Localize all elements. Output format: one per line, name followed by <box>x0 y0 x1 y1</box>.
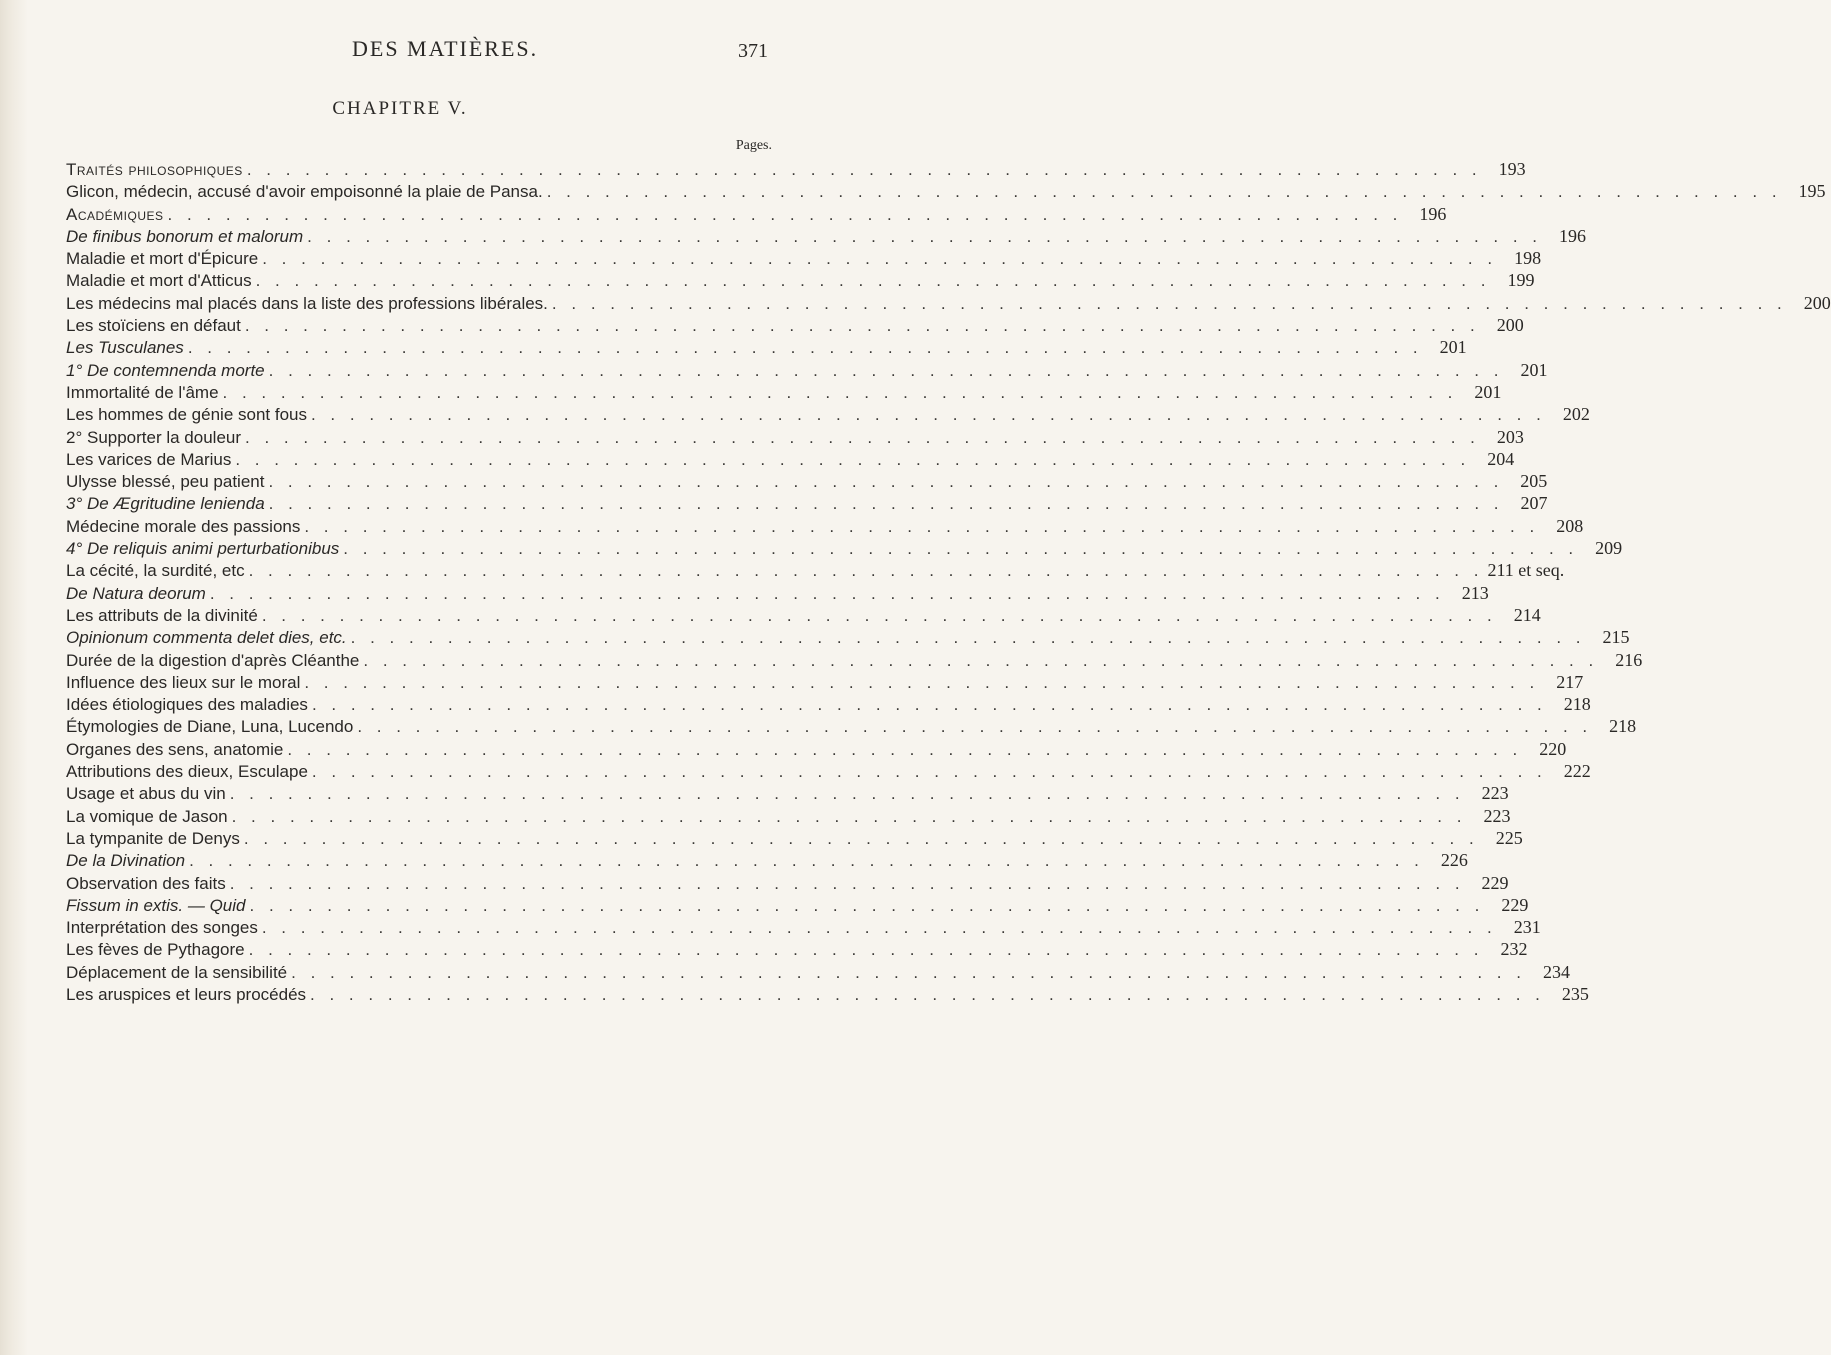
dot-leader: . . . . . . . . . . . . . . . . . . . . . . . . . . . . . . . . . . . . . . . . . . . . . . . . . . . . . . . . . . . . . . . . <box>243 828 1479 848</box>
toc-entry-page: 216 <box>1615 649 1643 670</box>
toc-entry-title: 4° De reliquis animi perturbationibus <box>66 539 340 559</box>
dot-leader: . . . . . . . . . . . . . . . . . . . . . . . . . . . . . . . . . . . . . . . . . . . . . . . . . . . . . . . . . . . . . . . . <box>363 650 1599 670</box>
toc-entry-title: 2° Supporter la douleur <box>66 427 242 447</box>
dot-leader: . . . . . . . . . . . . . . . . . . . . . . . . . . . . . . . . . . . . . . . . . . . . . . . . . . . . . . . . . . . . . . . . <box>268 494 1504 514</box>
dot-leader: . . . . . . . . . . . . . . . . . . . . . . . . . . . . . . . . . . . . . . . . . . . . . . . . . . . . . . . . . . . . . . . . <box>231 806 1467 826</box>
dot-leader: . . . . . . . . . . . . . . . . . . . . . . . . . . . . . . . . . . . . . . . . . . . . . . . . . . . . . . . . . . . . . . . . <box>187 338 1423 358</box>
dot-leader: . . . . . . . . . . . . . . . . . . . . . . . . . . . . . . . . . . . . . . . . . . . . . . . . . . . . . . . . . . . . . . . . <box>249 895 1485 915</box>
dot-leader: . . . . . . . . . . . . . . . . . . . . . . . . . . . . . . . . . . . . . . . . . . . . . . . . . . . . . . . . . . . . . . . . <box>310 984 1545 1004</box>
dot-leader: . . . . . . . . . . . . . . . . . . . . . . . . . . . . . . . . . . . . . . . . . . . . . . . . . . . . . . . . . . . . . . . . <box>287 739 1523 759</box>
toc-entry-title: Médecine morale des passions <box>66 516 301 536</box>
toc-entry <box>66 649 1643 671</box>
toc-entry-page: 196 <box>1559 225 1587 246</box>
toc-entry-page: 198 <box>1514 248 1542 269</box>
toc-entry <box>66 336 1467 358</box>
toc-entry-title: De Natura deorum <box>66 583 206 603</box>
dot-leader: . . . . . . . . . . . . . . . . . . . . . . . . . . . . . . . . . . . . . . . . . . . . . . . . . . . . . . . . . . . . . . . . <box>229 784 1465 804</box>
toc-entry <box>66 225 1587 247</box>
toc-entry-page: 201 <box>1439 337 1467 358</box>
toc-entry-title: Les médecins mal placés dans la liste des professions libérales. <box>66 293 548 313</box>
toc-entry <box>66 738 1567 760</box>
dot-leader: . . . . . . . . . . . . . . . . . . . . . . . . . . . . . . . . . . . . . . . . . . . . . . . . . . . . . . . . . . . . . . . . <box>261 918 1497 938</box>
toc-entry-title: Usage et abus du vin <box>66 784 226 804</box>
toc-entry-page: 202 <box>1562 404 1590 425</box>
toc-entry <box>66 916 1541 938</box>
dot-leader: . . . . . . . . . . . . . . . . . . . . . . . . . . . . . . . . . . . . . . . . . . . . . . . . . . . . . . . . . . . . . . . . <box>304 516 1540 536</box>
toc-entry-title: Les aruspices et leurs procédés <box>66 984 307 1004</box>
toc-entry <box>66 849 1468 871</box>
dot-leader: . . . . . . . . . . . . . . . . . . . . . . . . . . . . . . . . . . . . . . . . . . . . . . . . . . . . . . . . . . . . . . . . <box>310 405 1546 425</box>
running-head <box>0 36 800 66</box>
toc-entry-title: Observation des faits <box>66 873 226 893</box>
toc-entry-title: 1° De contemnenda morte <box>66 360 265 380</box>
toc-entry-title: 3° De Ægritudine lenienda <box>66 494 265 514</box>
toc-entry <box>66 715 1637 737</box>
toc-entry-page: 213 <box>1461 582 1489 603</box>
dot-leader: . . . . . . . . . . . . . . . . . . . . . . . . . . . . . . . . . . . . . . . . . . . . . . . . . . . . . . . . . . . . . . . . <box>546 182 1782 202</box>
toc-entry-title: Organes des sens, anatomie <box>66 739 284 759</box>
toc-entry <box>66 626 1630 648</box>
dot-leader: . . . . . . . . . . . . . . . . . . . . . . . . . . . . . . . . . . . . . . . . . . . . . . . . . . . . . . . . . . . . . . . . <box>244 316 1480 336</box>
toc-entry <box>66 492 1548 514</box>
toc-entry-title: Maladie et mort d'Atticus <box>66 271 252 291</box>
toc-entry-title: Attributions des dieux, Esculape <box>66 762 308 782</box>
toc-entry-page: 226 <box>1440 850 1468 871</box>
dot-leader: . . . . . . . . . . . . . . . . . . . . . . . . . . . . . . . . . . . . . . . . . . . . . . . . . . . . . . . . . . . . . . . . <box>261 605 1497 625</box>
toc-entry-title: Fissum in extis. — Quid <box>66 895 246 915</box>
dot-leader: . . . . . . . . . . . . . . . . . . . . . . . . . . . . . . . . . . . . . . . . . . . . . . . . . . . . . . . . . . . . . . . . <box>167 204 1403 224</box>
toc-entry-page: 229 <box>1481 872 1509 893</box>
dot-leader: . . . . . . . . . . . . . . . . . . . . . . . . . . . . . . . . . . . . . . . . . . . . . . . . . . . . . . . . . . . . . . . . <box>229 873 1465 893</box>
dot-leader: . . . . . . . . . . . . . . . . . . . . . . . . . . . . . . . . . . . . . . . . . . . . . . . . . . . . . . . . . . . . . . . . <box>343 539 1579 559</box>
dot-leader: . . . . . . . . . . . . . . . . . . . . . . . . . . . . . . . . . . . . . . . . . . . . . . . . . . . . . . . . . . . . . . . . <box>209 583 1445 603</box>
toc-entry <box>66 269 1535 291</box>
toc-entry-title: Idées étiologiques des maladies <box>66 695 308 715</box>
dot-leader: . . . . . . . . . . . . . . . . . . . . . . . . . . . . . . . . . . . . . . . . . . . . . . . . . . . . . . . . . . . . . . . . <box>304 672 1540 692</box>
toc-entry-title: La cécité, la surdité, etc <box>66 561 245 581</box>
toc-entry-page: 234 <box>1542 961 1570 982</box>
dot-leader: . . . . . . . . . . . . . . . . . . . . . . . . . . . . . . . . . . . . . . . . . . . . . . . . . . . . . . . . . . . . . . . . <box>551 293 1787 313</box>
toc-entry <box>66 983 1589 1005</box>
toc-entry-title: Les fèves de Pythagore <box>66 940 245 960</box>
toc-entry <box>66 292 1831 314</box>
toc-entry <box>66 782 1509 804</box>
toc-entry-title: Les Tusculanes <box>66 338 184 358</box>
pages-column-label: Pages. <box>735 138 772 153</box>
dot-leader: . . . . . . . . . . . . . . . . . . . . . . . . . . . . . . . . . . . . . . . . . . . . . . . . . . . . . . . . . . . . . . . . <box>307 226 1543 246</box>
table-of-contents <box>66 158 1831 1005</box>
toc-entry-title: Ulysse blessé, peu patient <box>66 472 265 492</box>
toc-entry-page: 203 <box>1496 426 1524 447</box>
dot-leader: . . . . . . . . . . . . . . . . . . . . . . . . . . . . . . . . . . . . . . . . . . . . . . . . . . . . . . . . . . . . . . . . <box>268 360 1504 380</box>
toc-entry <box>66 760 1591 782</box>
toc-entry-page: 215 <box>1602 627 1630 648</box>
toc-entry <box>66 604 1541 626</box>
toc-entry-page: 235 <box>1561 983 1589 1004</box>
dot-leader: . . . . . . . . . . . . . . . . . . . . . . . . . . . . . . . . . . . . . . . . . . . . . . . . . . . . . . . . . . . . . . . . <box>246 160 1482 179</box>
toc-entry <box>66 180 1826 202</box>
toc-entry-title: Traités philosophiques <box>66 160 243 179</box>
toc-entry <box>66 872 1509 894</box>
page-number: 371 <box>738 40 768 62</box>
toc-entry-page: 201 <box>1474 381 1502 402</box>
dot-leader: . . . . . . . . . . . . . . . . . . . . . . . . . . . . . . . . . . . . . . . . . . . . . . . . . . . . . . . . . . . . . . . . <box>268 472 1504 492</box>
dot-leader: . . . . . . . . . . . . . . . . . . . . . . . . . . . . . . . . . . . . . . . . . . . . . . . . . . . . . . . . . . . . . . . . <box>245 427 1480 447</box>
dot-leader: . . . . . . . . . . . . . . . . . . . . . . . . . . . . . . . . . . . . . . . . . . . . . . . . . . . . . . . . . . . . . . . . <box>248 940 1484 960</box>
toc-entry-page: 214 <box>1513 604 1541 625</box>
toc-entry <box>66 894 1529 916</box>
toc-entry-page: 229 <box>1501 894 1529 915</box>
toc-entry-page: 209 <box>1595 538 1623 559</box>
dot-leader: . . . . . . . . . . . . . . . . . . . . . . . . . . . . . . . . . . . . . . . . . . . . . . . . . . . . . . . . . . . . . . . . <box>222 382 1458 402</box>
dot-leader: . . . . . . . . . . . . . . . . . . . . . . . . . . . . . . . . . . . . . . . . . . . . . . . . . . . . . . . . . . . . . . . . <box>235 449 1471 469</box>
toc-entry <box>66 247 1542 269</box>
toc-entry-page: 200 <box>1496 315 1524 336</box>
toc-entry <box>66 582 1489 604</box>
dot-leader: . . . . . . . . . . . . . . . . . . . . . . . . . . . . . . . . . . . . . . . . . . . . . . . . . . . . . . . . . . . . . . . . <box>248 561 1484 581</box>
chapter-title: CHAPITRE V. <box>332 98 468 119</box>
toc-entry <box>66 403 1590 425</box>
toc-entry <box>66 938 1528 960</box>
toc-entry-page: 195 <box>1798 181 1826 202</box>
toc-entry-title: Influence des lieux sur le moral <box>66 672 301 692</box>
toc-entry-page: 211 et seq. <box>1487 560 1565 581</box>
dot-leader: . . . . . . . . . . . . . . . . . . . . . . . . . . . . . . . . . . . . . . . . . . . . . . . . . . . . . . . . . . . . . . . . <box>255 271 1491 291</box>
dot-leader: . . . . . . . . . . . . . . . . . . . . . . . . . . . . . . . . . . . . . . . . . . . . . . . . . . . . . . . . . . . . . . . . <box>357 717 1593 737</box>
toc-entry <box>66 158 1526 180</box>
dot-leader: . . . . . . . . . . . . . . . . . . . . . . . . . . . . . . . . . . . . . . . . . . . . . . . . . . . . . . . . . . . . . . . . <box>189 851 1424 871</box>
toc-entry-page: 207 <box>1520 493 1548 514</box>
toc-entry-title: Les stoïciens en défaut <box>66 316 241 336</box>
toc-entry <box>66 381 1502 403</box>
toc-entry-page: 231 <box>1513 917 1541 938</box>
toc-entry-page: 205 <box>1520 471 1548 492</box>
toc-entry-title: De finibus bonorum et malorum <box>66 226 304 246</box>
toc-entry-title: Les varices de Marius <box>66 449 232 469</box>
toc-entry-page: 222 <box>1563 761 1591 782</box>
toc-entry <box>66 359 1548 381</box>
toc-entry-title: Académiques <box>66 204 164 224</box>
toc-entry <box>66 559 1565 581</box>
toc-entry <box>66 515 1584 537</box>
toc-entry-title: De la Divination <box>66 851 186 871</box>
toc-entry <box>66 314 1524 336</box>
toc-entry-page: 204 <box>1487 448 1515 469</box>
dot-leader: . . . . . . . . . . . . . . . . . . . . . . . . . . . . . . . . . . . . . . . . . . . . . . . . . . . . . . . . . . . . . . . . <box>291 962 1526 982</box>
toc-entry <box>66 693 1591 715</box>
toc-entry-page: 193 <box>1498 159 1526 179</box>
toc-entry-page: 218 <box>1609 716 1637 737</box>
dot-leader: . . . . . . . . . . . . . . . . . . . . . . . . . . . . . . . . . . . . . . . . . . . . . . . . . . . . . . . . . . . . . . . . <box>311 695 1547 715</box>
toc-entry-title: Les hommes de génie sont fous <box>66 405 307 425</box>
toc-entry <box>66 203 1447 225</box>
toc-entry-page: 220 <box>1539 738 1567 759</box>
toc-entry-title: Immortalité de l'âme <box>66 382 219 402</box>
toc-entry-title: Opinionum commenta delet dies, etc. <box>66 628 347 648</box>
toc-entry-title: Les attributs de la divinité <box>66 605 258 625</box>
toc-entry <box>66 448 1515 470</box>
toc-entry <box>66 537 1623 559</box>
dot-leader: . . . . . . . . . . . . . . . . . . . . . . . . . . . . . . . . . . . . . . . . . . . . . . . . . . . . . . . . . . . . . . . . <box>262 249 1498 269</box>
toc-entry <box>66 827 1523 849</box>
toc-entry <box>66 805 1511 827</box>
toc-entry-page: 223 <box>1483 805 1511 826</box>
toc-entry-page: 232 <box>1500 939 1528 960</box>
toc-entry-title: Glicon, médecin, accusé d'avoir empoisonné la plaie de Pansa. <box>66 182 543 202</box>
toc-entry-page: 208 <box>1556 515 1584 536</box>
toc-entry-page: 199 <box>1507 270 1535 291</box>
toc-entry <box>66 426 1524 448</box>
toc-entry-title: Durée de la digestion d'après Cléanthe <box>66 650 360 670</box>
toc-entry-page: 225 <box>1495 827 1523 848</box>
toc-entry <box>66 961 1570 983</box>
toc-entry-title: Maladie et mort d'Épicure <box>66 249 259 269</box>
toc-entry <box>66 470 1548 492</box>
toc-entry-page: 196 <box>1419 203 1447 224</box>
running-title: DES MATIÈRES. <box>352 36 539 61</box>
toc-entry-title: La vomique de Jason <box>66 806 228 826</box>
toc-entry-page: 217 <box>1556 671 1584 692</box>
toc-entry-page: 218 <box>1563 694 1591 715</box>
page-gutter-shadow <box>0 0 28 1355</box>
dot-leader: . . . . . . . . . . . . . . . . . . . . . . . . . . . . . . . . . . . . . . . . . . . . . . . . . . . . . . . . . . . . . . . . <box>311 762 1547 782</box>
toc-entry-page: 200 <box>1803 292 1831 313</box>
toc-entry-title: Étymologies de Diane, Luna, Lucendo <box>66 717 354 737</box>
dot-leader: . . . . . . . . . . . . . . . . . . . . . . . . . . . . . . . . . . . . . . . . . . . . . . . . . . . . . . . . . . . . . . . . <box>350 628 1586 648</box>
toc-entry <box>66 671 1584 693</box>
toc-entry-title: Interprétation des songes <box>66 918 258 938</box>
toc-entry-page: 201 <box>1520 359 1548 380</box>
toc-entry-page: 223 <box>1481 783 1509 804</box>
toc-entry-title: Déplacement de la sensibilité <box>66 962 288 982</box>
toc-entry-title: La tympanite de Denys <box>66 828 240 848</box>
